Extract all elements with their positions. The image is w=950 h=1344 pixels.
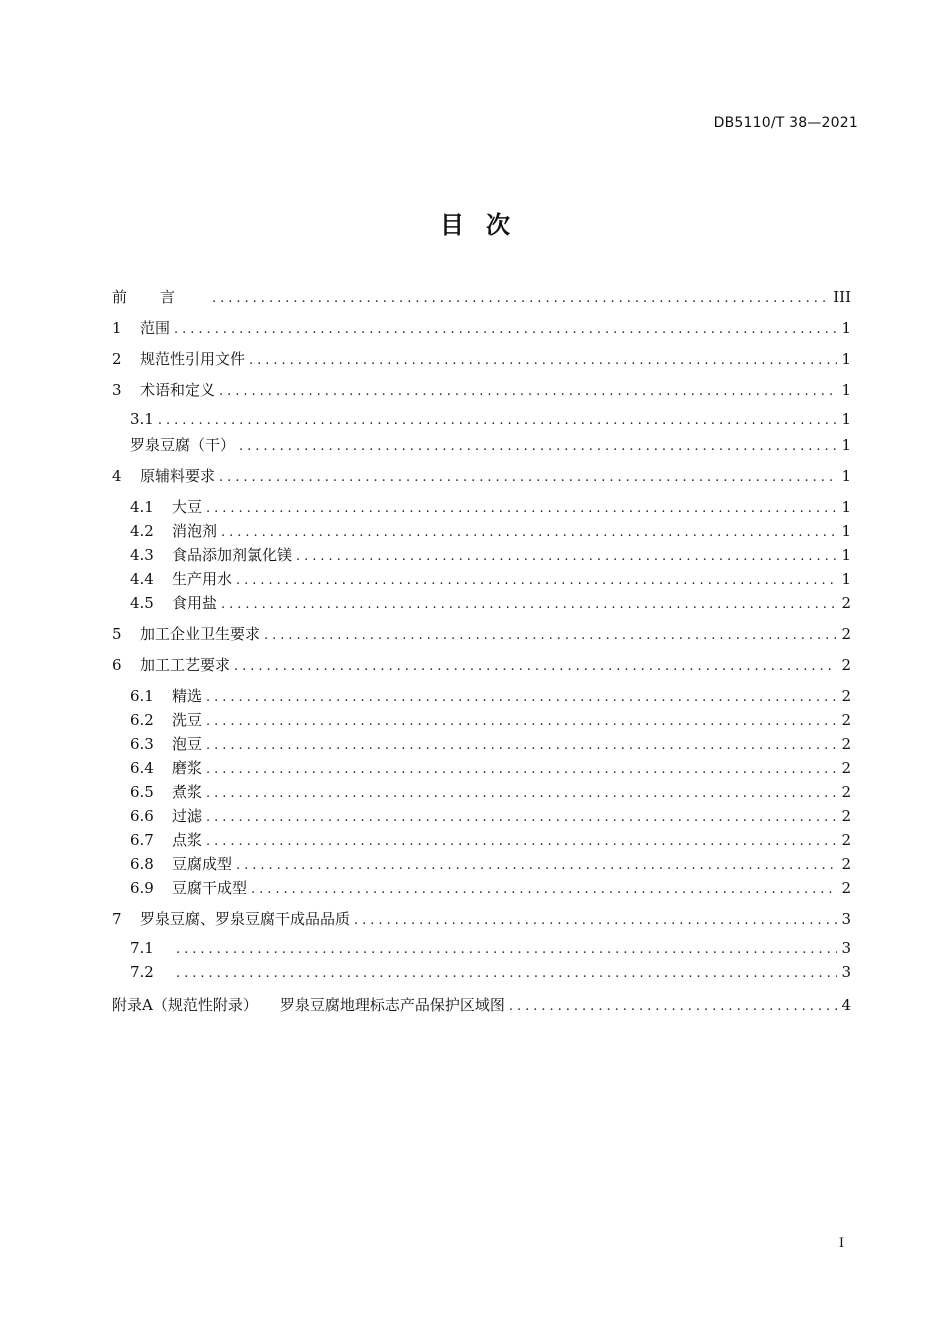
toc-page: 2 xyxy=(841,879,851,897)
toc-number: 4.4 xyxy=(130,570,154,588)
toc-leader xyxy=(206,714,837,729)
toc-entry-4-2[interactable] xyxy=(112,520,851,544)
toc-number: 6.2 xyxy=(130,711,154,729)
document-code: DB5110/T 38—2021 xyxy=(713,115,858,131)
table-of-contents xyxy=(112,286,851,1018)
toc-entry-5[interactable] xyxy=(112,623,851,647)
toc-entry-appendix-a[interactable] xyxy=(112,994,851,1018)
toc-entry-6-2[interactable] xyxy=(112,709,851,733)
toc-label: 豆腐干成型 xyxy=(172,879,248,897)
toc-leader xyxy=(236,858,837,873)
toc-page: 3 xyxy=(841,963,851,981)
toc-leader xyxy=(219,384,837,399)
toc-page: 2 xyxy=(841,855,851,873)
toc-label: 加工工艺要求 xyxy=(140,656,231,674)
toc-label: 大豆 xyxy=(172,498,203,516)
toc-entry-4-5[interactable] xyxy=(112,592,851,616)
toc-leader xyxy=(239,439,837,454)
toc-label: 过滤 xyxy=(172,807,203,825)
toc-number: 1 xyxy=(112,319,122,337)
toc-number: 7.1 xyxy=(130,939,154,957)
toc-number: 2 xyxy=(112,350,122,368)
toc-leader xyxy=(206,762,837,777)
toc-page: 1 xyxy=(841,319,851,337)
toc-page: 2 xyxy=(841,656,851,674)
toc-entry-2[interactable] xyxy=(112,348,851,372)
toc-page: 1 xyxy=(841,381,851,399)
toc-label: 加工企业卫生要求 xyxy=(140,625,261,643)
toc-leader xyxy=(212,291,829,306)
toc-label: 术语和定义 xyxy=(140,381,216,399)
toc-entry-1[interactable] xyxy=(112,317,851,341)
toc-label: 罗泉豆腐（干） xyxy=(130,436,236,454)
toc-entry-3-1[interactable] xyxy=(112,410,851,434)
toc-leader xyxy=(206,738,837,753)
toc-page: 2 xyxy=(841,759,851,777)
toc-number: 6.1 xyxy=(130,687,154,705)
toc-number: 4 xyxy=(112,467,122,485)
toc-page: 1 xyxy=(841,350,851,368)
toc-page: 1 xyxy=(841,467,851,485)
toc-label: 洗豆 xyxy=(172,711,203,729)
toc-page: 2 xyxy=(841,807,851,825)
toc-page: 2 xyxy=(841,625,851,643)
toc-entry-6-8[interactable] xyxy=(112,853,851,877)
toc-leader xyxy=(158,413,837,428)
toc-label: 泡豆 xyxy=(172,735,203,753)
toc-leader xyxy=(264,628,837,643)
toc-number: 4.3 xyxy=(130,546,154,564)
toc-label: 生产用水 xyxy=(172,570,233,588)
toc-entry-6-1[interactable] xyxy=(112,685,851,709)
toc-label: 罗泉豆腐、罗泉豆腐干成品品质 xyxy=(140,910,351,928)
toc-leader xyxy=(219,470,837,485)
toc-leader xyxy=(176,966,837,981)
toc-label: 消泡剂 xyxy=(172,522,218,540)
toc-page: 2 xyxy=(841,735,851,753)
toc-label: 食品添加剂氯化镁 xyxy=(172,546,293,564)
toc-number: 3.1 xyxy=(130,410,154,428)
toc-label: 煮浆 xyxy=(172,783,203,801)
toc-entry-4-1[interactable] xyxy=(112,496,851,520)
toc-leader xyxy=(206,501,837,516)
toc-page: 1 xyxy=(841,570,851,588)
toc-label: 前言 xyxy=(112,288,209,306)
toc-page: 2 xyxy=(841,711,851,729)
toc-entry-7[interactable] xyxy=(112,908,851,932)
toc-number: 6.6 xyxy=(130,807,154,825)
toc-page: 2 xyxy=(841,783,851,801)
toc-page: 1 xyxy=(841,522,851,540)
page-title: 目次 xyxy=(440,211,532,239)
toc-entry-6[interactable] xyxy=(112,654,851,678)
toc-leader xyxy=(206,834,837,849)
toc-label: 范围 xyxy=(140,319,171,337)
toc-leader xyxy=(206,690,837,705)
toc-number: 5 xyxy=(112,625,122,643)
toc-number: 7 xyxy=(112,910,122,928)
toc-entry-preface[interactable] xyxy=(112,286,851,310)
toc-leader xyxy=(251,882,837,897)
toc-entry-3[interactable] xyxy=(112,379,851,403)
toc-number: 6 xyxy=(112,656,122,674)
toc-entry-6-7[interactable] xyxy=(112,829,851,853)
toc-leader xyxy=(221,597,837,612)
toc-label: 罗泉豆腐地理标志产品保护区域图 xyxy=(279,996,505,1014)
toc-number: 4.1 xyxy=(130,498,154,516)
toc-page: 2 xyxy=(841,831,851,849)
toc-entry-6-6[interactable] xyxy=(112,805,851,829)
toc-leader xyxy=(354,913,837,928)
toc-number: 附录A（规范性附录） xyxy=(112,996,258,1014)
toc-entry-6-4[interactable] xyxy=(112,757,851,781)
toc-page: 3 xyxy=(841,939,851,957)
toc-page: 1 xyxy=(841,436,851,454)
toc-number: 6.3 xyxy=(130,735,154,753)
toc-page: 3 xyxy=(841,910,851,928)
toc-leader xyxy=(234,659,837,674)
toc-leader xyxy=(509,999,837,1014)
toc-leader xyxy=(174,322,837,337)
toc-label: 原辅料要求 xyxy=(140,467,216,485)
toc-number: 6.4 xyxy=(130,759,154,777)
toc-entry-4[interactable] xyxy=(112,465,851,489)
toc-number: 6.9 xyxy=(130,879,154,897)
toc-label: 豆腐成型 xyxy=(172,855,233,873)
toc-number: 6.8 xyxy=(130,855,154,873)
toc-entry-6-3[interactable] xyxy=(112,733,851,757)
toc-number: 6.7 xyxy=(130,831,154,849)
toc-number: 4.5 xyxy=(130,594,154,612)
toc-page: 1 xyxy=(841,546,851,564)
toc-page: 2 xyxy=(841,687,851,705)
toc-entry-6-5[interactable] xyxy=(112,781,851,805)
toc-label: 磨浆 xyxy=(172,759,203,777)
page-number: I xyxy=(838,1236,844,1251)
toc-leader xyxy=(236,573,837,588)
toc-label: 精选 xyxy=(172,687,203,705)
toc-leader xyxy=(206,786,837,801)
toc-page: 4 xyxy=(841,996,851,1014)
toc-page: 1 xyxy=(841,498,851,516)
toc-label: 食用盐 xyxy=(172,594,218,612)
toc-page: 1 xyxy=(841,410,851,428)
toc-label: 点浆 xyxy=(172,831,203,849)
toc-leader xyxy=(176,942,837,957)
toc-label: 规范性引用文件 xyxy=(140,350,246,368)
toc-entry-4-4[interactable] xyxy=(112,568,851,592)
toc-leader xyxy=(296,549,837,564)
toc-page: 2 xyxy=(841,594,851,612)
toc-entry-7-2[interactable] xyxy=(112,963,851,987)
toc-leader xyxy=(221,525,837,540)
toc-leader xyxy=(249,353,837,368)
toc-entry-6-9[interactable] xyxy=(112,877,851,901)
toc-leader xyxy=(206,810,837,825)
toc-entry-term[interactable] xyxy=(112,434,851,458)
toc-entry-4-3[interactable] xyxy=(112,544,851,568)
toc-entry-7-1[interactable] xyxy=(112,939,851,963)
toc-page: III xyxy=(833,288,851,306)
toc-number: 4.2 xyxy=(130,522,154,540)
toc-number: 3 xyxy=(112,381,122,399)
toc-number: 6.5 xyxy=(130,783,154,801)
toc-number: 7.2 xyxy=(130,963,154,981)
